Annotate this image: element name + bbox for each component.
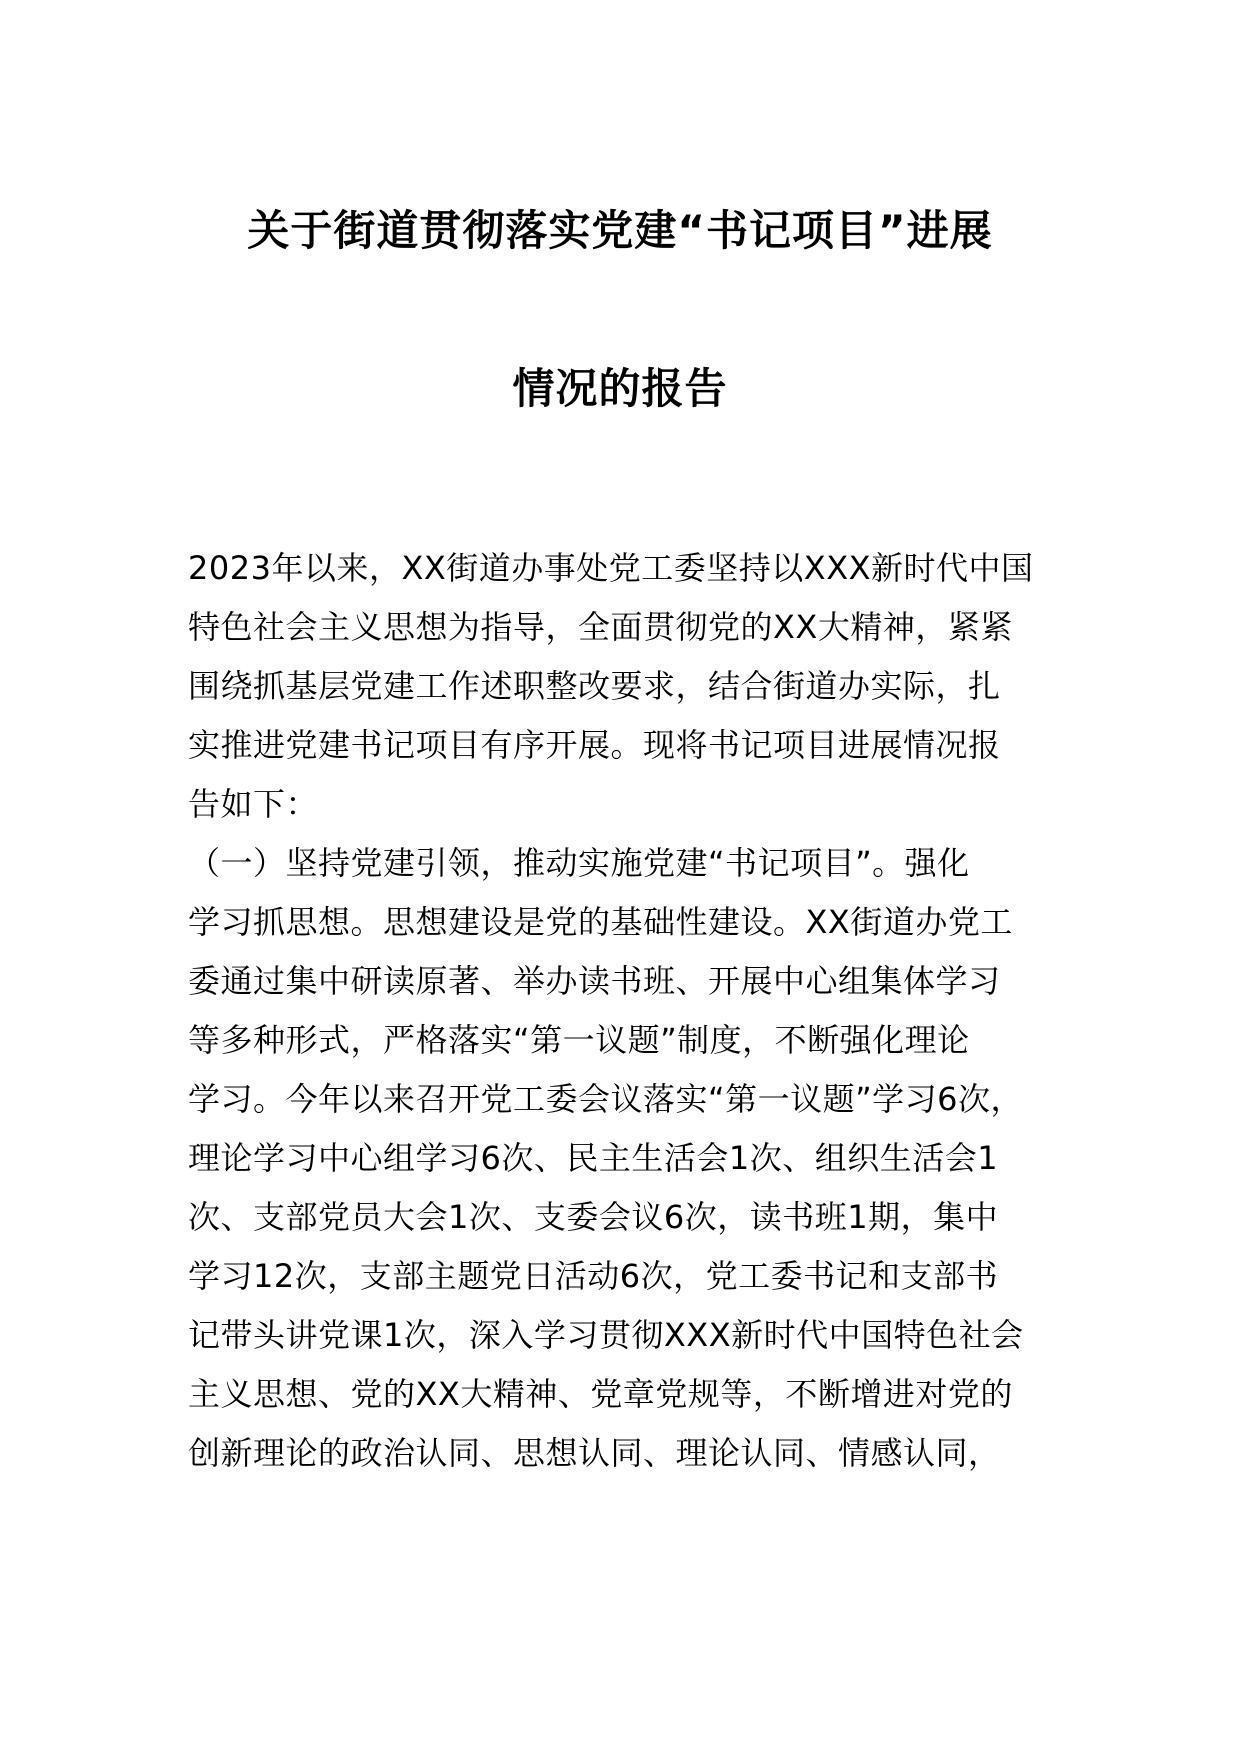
body-line-12: 次、支部党员大会1次、支委会议6次，读书班1期，集中 [188, 1198, 999, 1236]
body-line-4: 实推进党建书记项目有序开展。现将书记项目进展情况报 [188, 726, 1001, 764]
body-line-10: 学习。今年以来召开党工委会议落实“第一议题”学习6次， [188, 1080, 1024, 1118]
body-line-9: 等多种形式，严格落实“第一议题”制度，不断强化理论 [188, 1021, 970, 1059]
body-line-14: 记带头讲党课1次，深入学习贯彻XXX新时代中国特色社会 [188, 1316, 1024, 1354]
body-line-13: 学习12次，支部主题党日活动6次，党工委书记和支部书 [188, 1257, 999, 1295]
body-line-16: 创新理论的政治认同、思想认同、理论认同、情感认同， [188, 1434, 1001, 1472]
document-title-line-2: 情况的报告 [512, 364, 728, 413]
body-line-11: 理论学习中心组学习6次、民主生活会1次、组织生活会1 [188, 1139, 999, 1177]
body-line-6: （一）坚持党建引领，推动实施党建“书记项目”。强化 [188, 844, 970, 882]
body-line-15: 主义思想、党的XX大精神、党章党规等，不断增进对党的 [188, 1375, 1013, 1413]
body-line-7: 学习抓思想。思想建设是党的基础性建设。XX街道办党工 [188, 903, 1013, 941]
body-line-8: 委通过集中研读原著、举办读书班、开展中心组集体学习 [188, 962, 1001, 1000]
body-line-2: 特色社会主义思想为指导，全面贯彻党的XX大精神，紧紧 [188, 608, 1013, 646]
body-line-5: 告如下： [188, 785, 319, 823]
body-line-3: 围绕抓基层党建工作述职整改要求，结合街道办实际，扎 [188, 667, 1001, 705]
document-title-line-1: 关于街道贯彻落实党建“书记项目”进展 [247, 206, 993, 255]
body-line-1: 2023年以来，XX街道办事处党工委坚持以XXX新时代中国 [188, 549, 1034, 587]
